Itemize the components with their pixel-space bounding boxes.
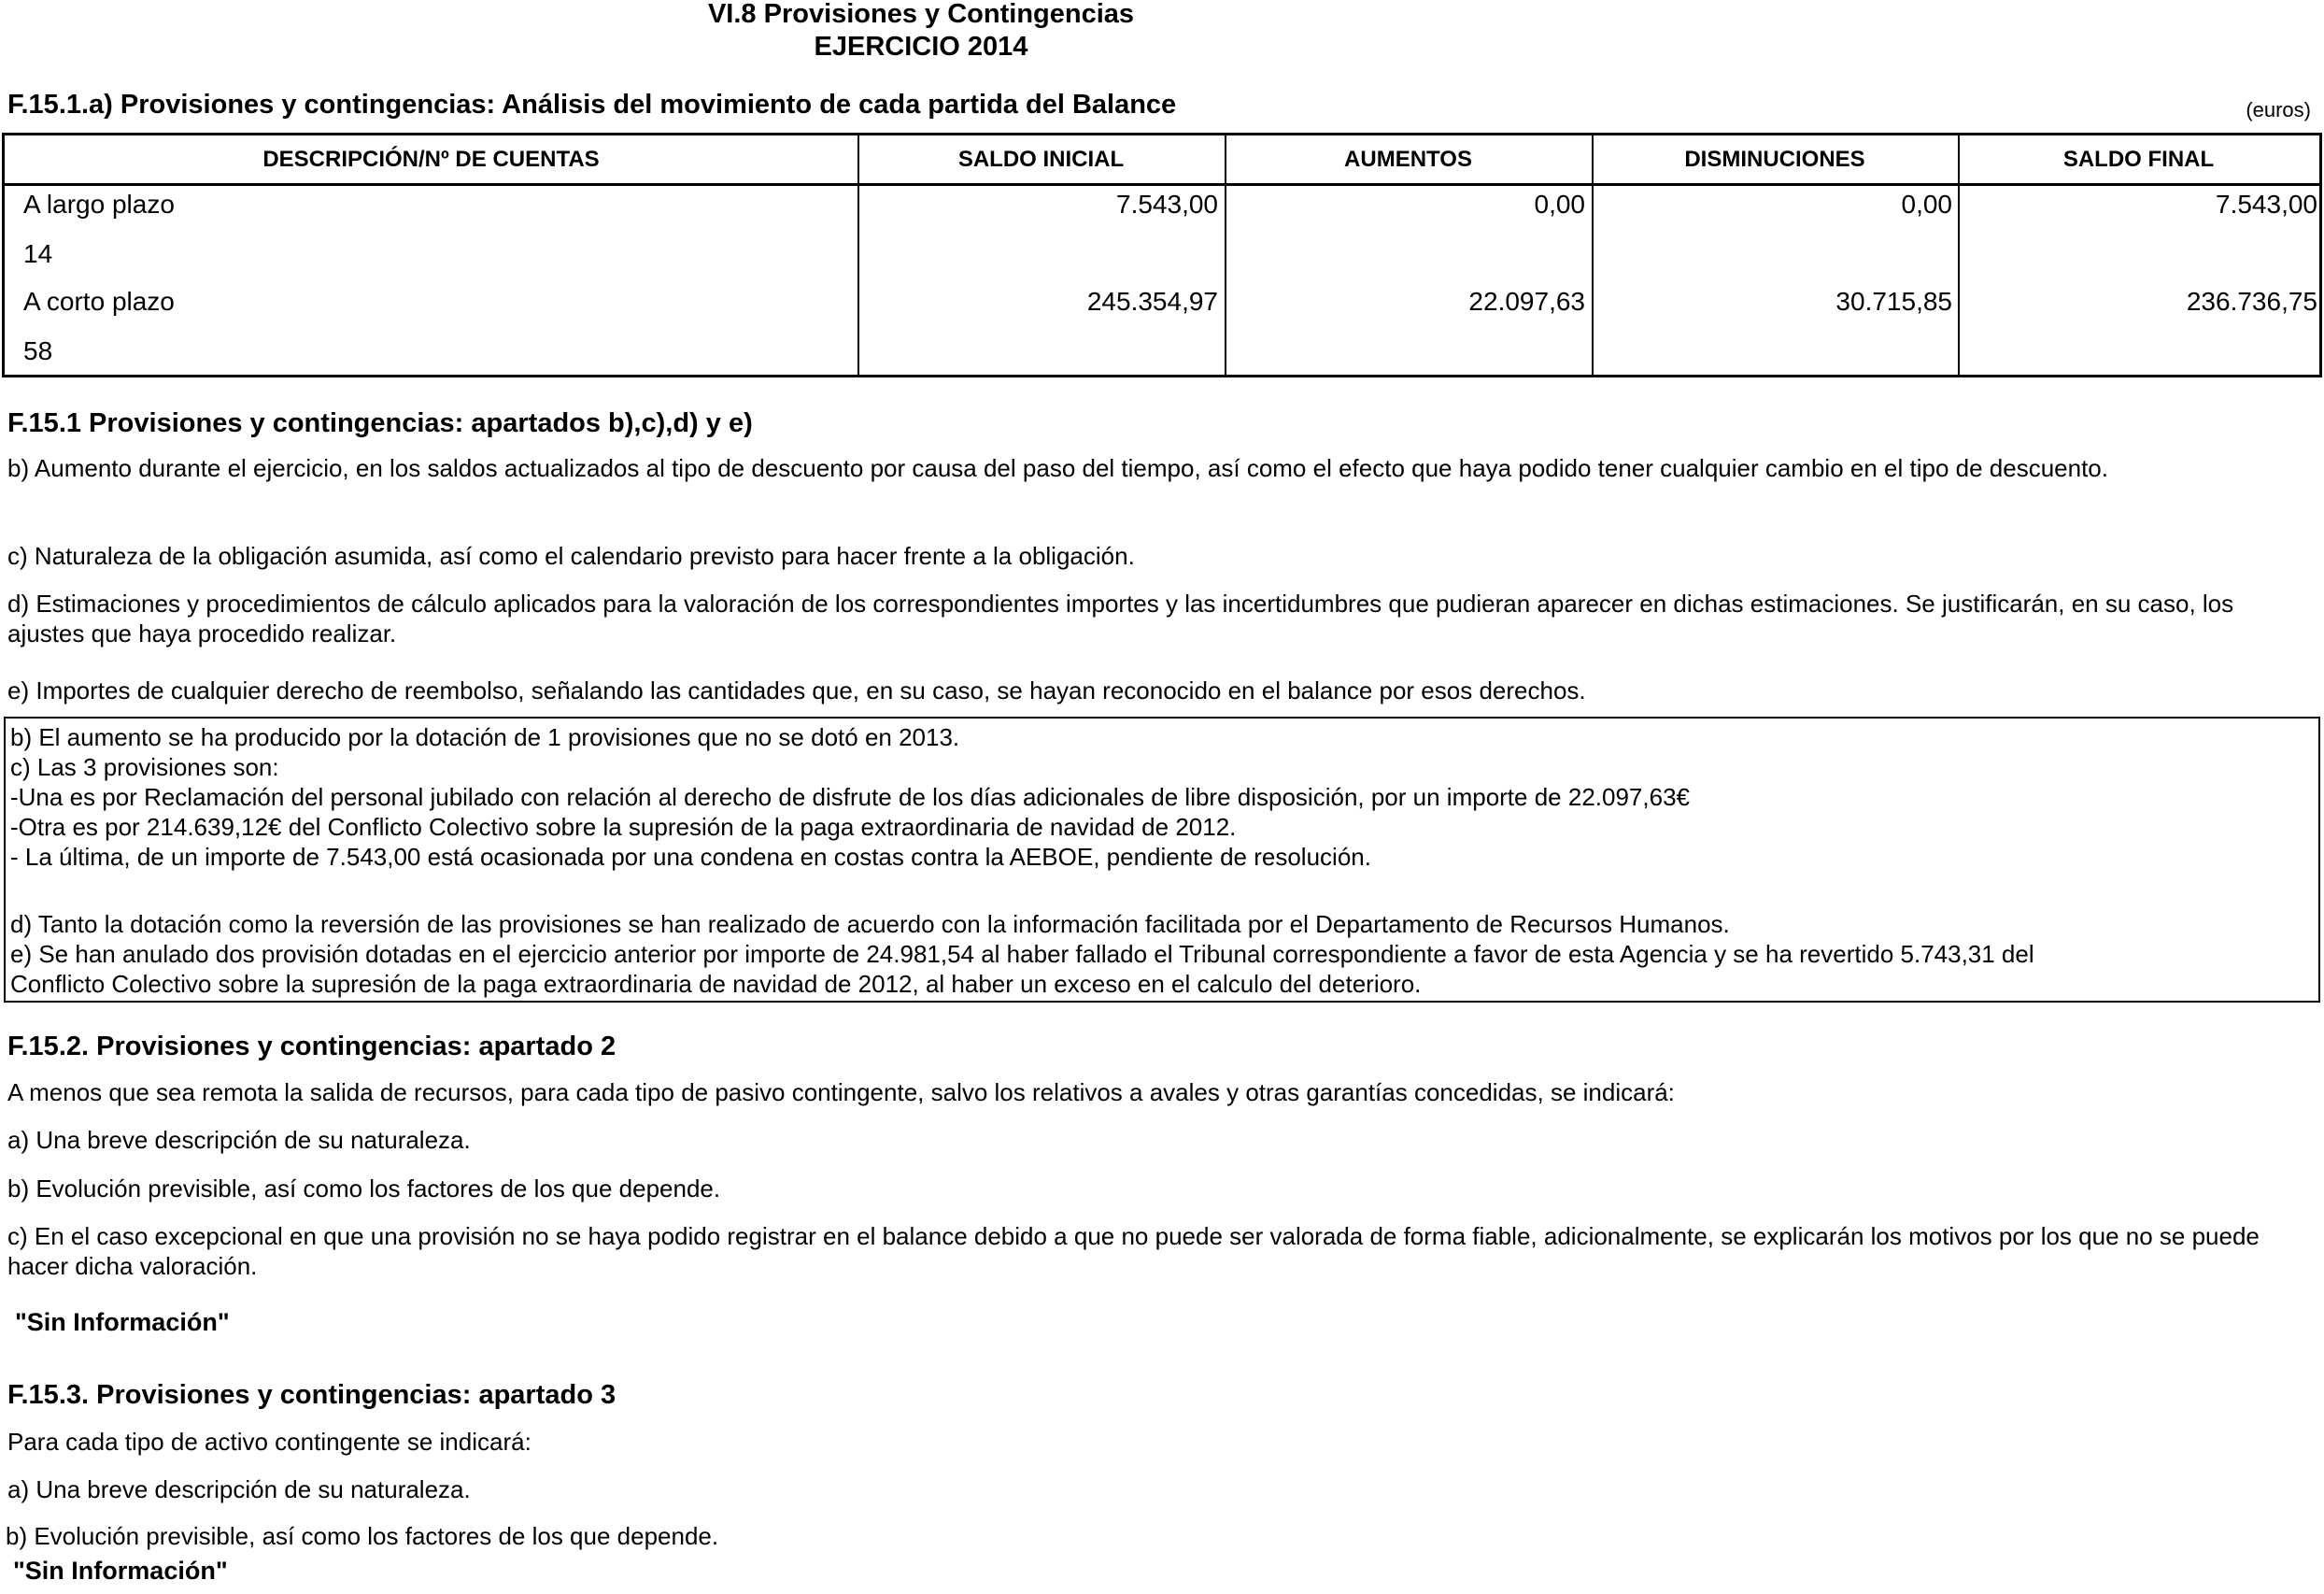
item-b: b) Aumento durante el ejercicio, en los saldos actualizados al tipo de descuento por causa del paso del tiempo, así como el efecto que haya podido tener cualquier cambio en el tipo de descuento. — [7, 454, 2108, 482]
note-line: -Una es por Reclamación del personal jubilado con relación al derecho de disfrute de los días adicionales de libre disposición, por un importe de 22.097,63€ — [10, 783, 1690, 811]
page-title: VI.8 Provisiones y Contingencias — [707, 0, 1135, 29]
note-line: -Otra es por 214.639,12€ del Conflicto Colectivo sobre la supresión de la paga extraordinaria de navidad de 2012. — [10, 813, 1237, 841]
note-line: b) El aumento se ha producido por la dotación de 1 provisiones que no se dotó en 2013. — [10, 723, 960, 751]
item-c: c) En el caso excepcional en que una provisión no se haya podido registrar en el balance debido a que no puede ser valorada de forma fiable, adicionalmente, se explicarán los motivos por los que no se puede hacer dicha valoración. — [7, 1222, 2260, 1280]
provisiones-table — [2, 133, 2322, 377]
row-saldo-inicial: 7.543,00 — [1116, 190, 1218, 219]
row-cuenta: 14 — [23, 239, 53, 268]
row-cuenta: 58 — [23, 336, 53, 365]
section-heading-apartado-2: F.15.2. Provisiones y contingencias: apartado 2 — [7, 1032, 616, 1061]
row-saldo-final: 236.736,75 — [2186, 287, 2317, 316]
units-label: (euros) — [2246, 98, 2311, 121]
item-e: e) Importes de cualquier derecho de reembolso, señalando las cantidades que, en su caso, se hayan reconocido en el balance por esos derechos. — [7, 676, 1586, 704]
sin-informacion-note: "Sin Información" — [13, 1557, 228, 1585]
item-b: b) Evolución previsible, así como los factores de los que depende. — [7, 1174, 721, 1203]
section-heading-apartado-3: F.15.3. Provisiones y contingencias: apartado 3 — [7, 1380, 616, 1410]
row-aumentos: 22.097,63 — [1468, 287, 1585, 316]
column-header-disminuciones: DISMINUCIONES — [1684, 147, 1865, 172]
row-aumentos: 0,00 — [1534, 190, 1585, 219]
item-a: a) Una breve descripción de su naturaleza. — [7, 1126, 471, 1154]
section-heading-apartados: F.15.1 Provisiones y contingencias: apartados b),c),d) y e) — [7, 408, 753, 438]
page-subtitle: EJERCICIO 2014 — [814, 32, 1028, 62]
column-header-aumentos: AUMENTOS — [1344, 147, 1472, 172]
note-line: Conflicto Colectivo sobre la supresión de la paga extraordinaria de navidad de 2012, al haber un exceso en el calculo del deterioro. — [10, 970, 1422, 998]
note-line: c) Las 3 provisiones son: — [10, 753, 279, 781]
sin-informacion-note: "Sin Información" — [15, 1308, 230, 1336]
section-heading-movimiento: F.15.1.a) Provisiones y contingencias: Análisis del movimiento de cada partida del Balance — [7, 90, 1177, 120]
item-intro: A menos que sea remota la salida de recursos, para cada tipo de pasivo contingente, salvo los relativos a avales y otras garantías concedidas, se indicará: — [7, 1078, 1675, 1106]
item-b: b) Evolución previsible, así como los factores de los que depende. — [6, 1522, 719, 1550]
item-d: d) Estimaciones y procedimientos de cálculo aplicados para la valoración de los correspondientes importes y las incertidumbres que pudieran aparecer en dichas estimaciones. Se justificarán, en su caso, los ajustes que haya procedido realizar. — [7, 590, 2234, 648]
notes-box — [4, 717, 2320, 1003]
note-line: e) Se han anulado dos provisión dotadas en el ejercicio anterior por importe de 24.981,54 al haber fallado el Tribunal correspondiente a favor de esta Agencia y se ha revertido 5.743,31 del — [10, 940, 2034, 968]
note-line: - La última, de un importe de 7.543,00 está ocasionada por una condena en costas contra la AEBOE, pendiente de resolución. — [10, 843, 1371, 871]
row-disminuciones: 30.715,85 — [1835, 287, 1952, 316]
row-descripcion: A largo plazo — [23, 190, 175, 219]
row-saldo-inicial: 245.354,97 — [1086, 287, 1218, 316]
item-intro: Para cada tipo de activo contingente se indicará: — [7, 1428, 531, 1456]
row-saldo-final: 7.543,00 — [2216, 190, 2317, 219]
note-line: d) Tanto la dotación como la reversión de las provisiones se han realizado de acuerdo con la información facilitada por el Departamento de Recursos Humanos. — [10, 910, 1730, 938]
column-header-descripcion: DESCRIPCIÓN/Nº DE CUENTAS — [262, 147, 600, 172]
row-descripcion: A corto plazo — [23, 287, 175, 316]
item-a: a) Una breve descripción de su naturaleza. — [7, 1475, 471, 1503]
row-disminuciones: 0,00 — [1901, 190, 1952, 219]
item-c: c) Naturaleza de la obligación asumida, así como el calendario previsto para hacer frente a la obligación. — [7, 542, 1135, 570]
column-header-saldo-inicial: SALDO INICIAL — [957, 147, 1125, 172]
column-header-saldo-final: SALDO FINAL — [2062, 147, 2215, 172]
